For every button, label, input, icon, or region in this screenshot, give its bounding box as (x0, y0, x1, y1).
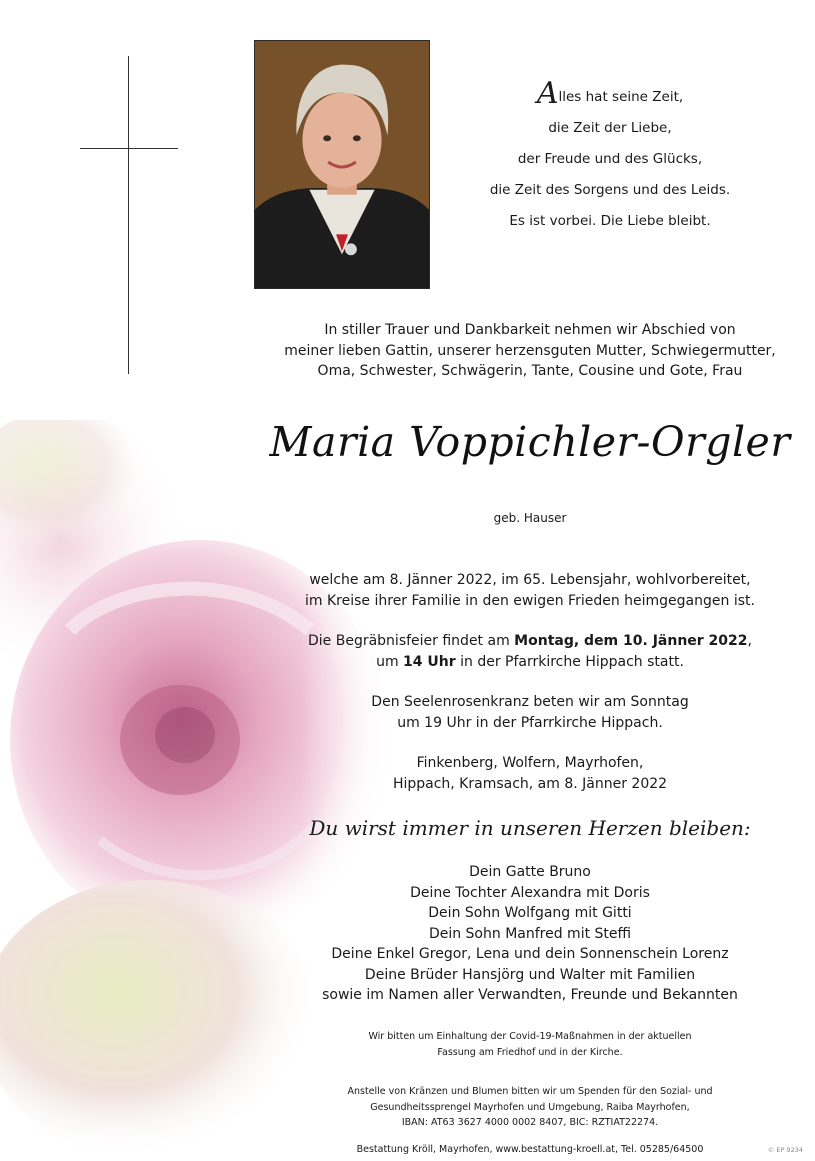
poem-line-1-rest: lles hat seine Zeit, (558, 89, 684, 105)
portrait-photo (254, 40, 430, 289)
poem-line-2: die Zeit der Liebe, (548, 120, 672, 136)
funeral-text (240, 631, 815, 672)
family-member: Dein Sohn Wolfgang mit Gitti (428, 905, 632, 921)
passing-line: im Kreise ihrer Familie in den ewigen Frieden heimgegangen ist. (305, 592, 755, 609)
rosary-line: Den Seelenrosenkranz beten wir am Sonntag (371, 694, 689, 710)
family-member: Deine Tochter Alexandra mit Doris (410, 884, 650, 901)
covid-note (300, 1029, 760, 1060)
poem (440, 76, 780, 237)
family-member: Deine Brüder Hansjörg und Walter mit Familien (364, 966, 696, 983)
intro-text (240, 320, 815, 382)
passing-text (240, 570, 815, 611)
birth-name: geb. Hauser (493, 511, 567, 525)
family-member: Deine Enkel Gregor, Lena und dein Sonnenschein Lorenz (331, 946, 729, 962)
places-line: Hippach, Kramsach, am 8. Jänner 2022 (392, 775, 668, 792)
deceased-name: Maria Voppichler-Orgler (269, 418, 791, 466)
funeral-text-part: Die Begräbnisfeier findet am (308, 633, 515, 649)
funeral-time: 14 Uhr (403, 653, 456, 670)
poem-line-3: der Freude und des Glücks, (517, 151, 703, 167)
poem-drop-cap: A (536, 76, 559, 111)
motto: Du wirst immer in unseren Herzen bleiben: (309, 816, 751, 840)
family-list (240, 862, 815, 1006)
places-date (240, 753, 815, 794)
print-code: © EP 9234 (767, 1146, 803, 1154)
funeral-text-part: in der Pfarrkirche Hippach statt. (455, 653, 684, 670)
intro-line: meiner lieben Gattin, unserer herzensguten Mutter, Schwiegermutter, (284, 342, 776, 359)
funeral-line-2 (240, 652, 815, 673)
donation-line: IBAN: AT63 3627 4000 0002 8407, BIC: RZTIAT22274. (401, 1117, 659, 1128)
covid-line: Fassung am Friedhof und in der Kirche. (437, 1046, 623, 1058)
family-member: Dein Gatte Bruno (469, 864, 591, 880)
donation-line: Anstelle von Kränzen und Blumen bitten wir um Spenden für den Sozial- und (347, 1086, 713, 1097)
donation-note (300, 1084, 760, 1131)
cross-vertical (128, 56, 129, 374)
intro-line: Oma, Schwester, Schwägerin, Tante, Cousine und Gote, Frau (317, 363, 743, 379)
rosary-text (240, 692, 815, 733)
funeral-text-part: , (747, 633, 752, 649)
poem-line-4: die Zeit des Sorgens und des Leids. (489, 182, 731, 198)
rosary-line: um 19 Uhr in der Pfarrkirche Hippach. (397, 714, 663, 731)
passing-line: welche am 8. Jänner 2022, im 65. Lebensjahr, wohlvorbereitet, (309, 572, 751, 588)
donation-line: Gesundheitssprengel Mayrhofen und Umgebung, Raiba Mayrhofen, (370, 1101, 690, 1113)
funeral-text-part: um (376, 653, 404, 670)
cross-horizontal (80, 148, 178, 149)
covid-line: Wir bitten um Einhaltung der Covid-19-Maßnahmen in der aktuellen (368, 1031, 692, 1042)
family-member: Dein Sohn Manfred mit Steffi (428, 925, 632, 942)
places-line: Finkenberg, Wolfern, Mayrhofen, (416, 755, 644, 771)
funeral-date: Montag, dem 10. Jänner 2022 (514, 633, 748, 649)
poem-line-1 (440, 76, 780, 113)
intro-line: In stiller Trauer und Dankbarkeit nehmen wir Abschied von (324, 322, 736, 338)
footer-undertaker (300, 1142, 760, 1158)
poem-line-5: Es ist vorbei. Die Liebe bleibt. (509, 213, 711, 229)
funeral-line-1 (240, 631, 815, 652)
footer-line: Bestattung Kröll, Mayrhofen, www.bestattung-kroell.at, Tel. 05285/64500 (356, 1144, 704, 1155)
family-member: sowie im Namen aller Verwandten, Freunde und Bekannten (322, 987, 738, 1003)
